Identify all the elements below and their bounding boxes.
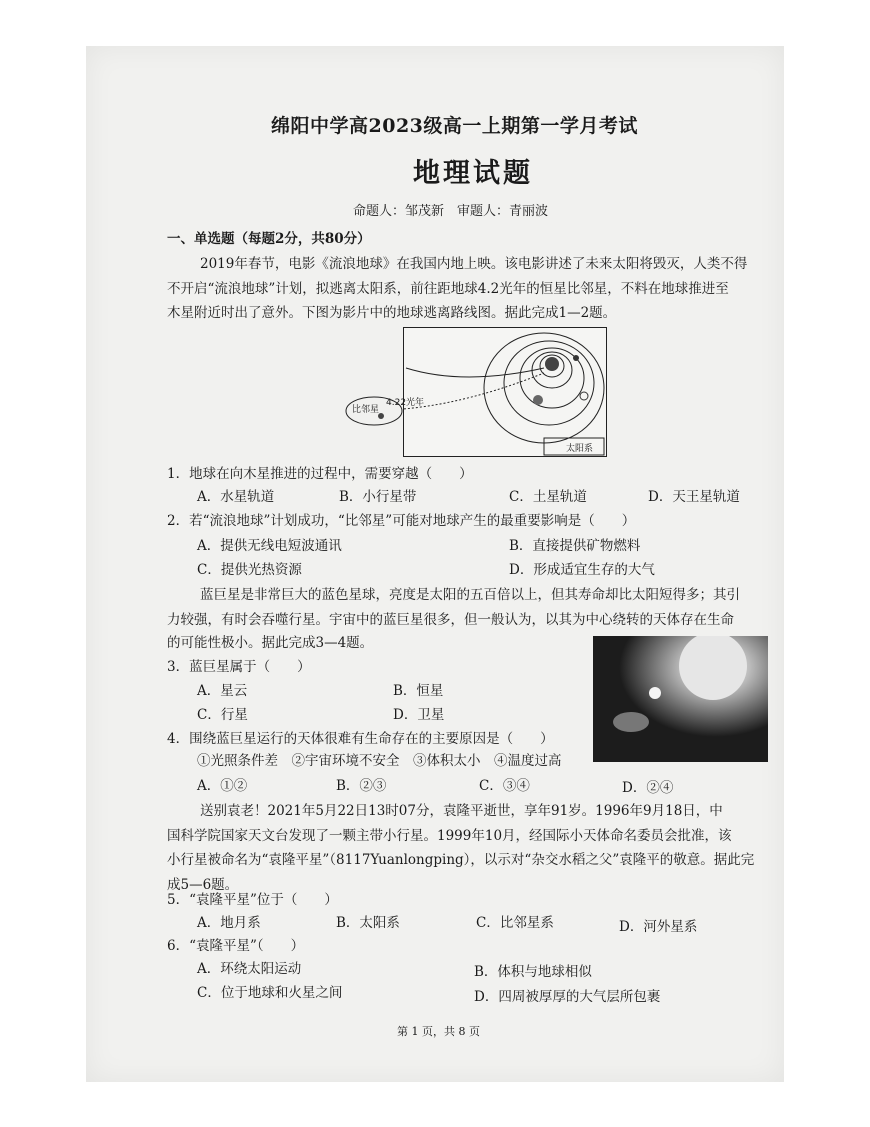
q2-option-d: D．形成适宜生存的大气 — [509, 562, 655, 578]
q6-option-b: B．体积与地球相似 — [474, 964, 592, 980]
passage2-line2: 力较强，有时会吞噬行星。宇宙中的蓝巨星很多，但一般认为，以其为中心绕转的天体存在生命 — [167, 612, 734, 628]
planet-icon — [533, 395, 543, 405]
blue-giant-photo — [593, 636, 768, 762]
q6-stem: 6．“袁隆平星”（ ） — [167, 938, 305, 954]
passage1-line3: 木星附近时出了意外。下图为影片中的地球逃离路线图。据此完成1—2题。 — [167, 305, 617, 321]
q6-option-a: A．环绕太阳运动 — [197, 961, 302, 977]
q3-option-a: A．星云 — [197, 683, 248, 699]
q5-stem: 5．“袁隆平星”位于（ ） — [167, 892, 338, 908]
section-heading: 一、单选题（每题2分，共80分） — [167, 231, 371, 247]
planet-icon — [580, 392, 588, 400]
exam-title: 绵阳中学高2023级高一上期第一学月考试 — [271, 115, 638, 137]
q4-stem: 4．围绕蓝巨星运行的天体很难有生命存在的主要原因是（ ） — [167, 731, 554, 747]
q2-option-b: B．直接提供矿物燃料 — [509, 538, 641, 554]
authors-line: 命题人：邹茂新 审题人：青丽波 — [353, 204, 549, 219]
q6-option-d: D．四周被厚厚的大气层所包裹 — [474, 989, 661, 1005]
q3-stem: 3．蓝巨星属于（ ） — [167, 659, 311, 675]
q5-option-c: C．比邻星系 — [476, 915, 554, 931]
q1-option-c: C．土星轨道 — [509, 489, 587, 505]
q1-option-b: B．小行星带 — [339, 489, 417, 505]
q5-option-b: B．太阳系 — [336, 915, 400, 931]
q1-stem: 1．地球在向木星推进的过程中，需要穿越（ ） — [167, 466, 473, 482]
orbit-diagram-svg — [404, 328, 606, 456]
q3-option-d: D．卫星 — [393, 707, 445, 723]
passage1-line2: 不开启“流浪地球”计划，拟逃离太阳系，前往距地球4.2光年的恒星比邻星，不料在地球推进至 — [167, 281, 729, 297]
passage2-line3: 的可能性极小。据此完成3—4题。 — [167, 635, 374, 651]
q1-option-a: A．水星轨道 — [197, 489, 275, 505]
q3-option-c: C．行星 — [197, 707, 248, 723]
orbiting-planet — [649, 687, 661, 699]
planet-icon — [573, 355, 579, 361]
q4-option-c: C．③④ — [479, 778, 530, 794]
blue-giant-photo-svg — [593, 636, 768, 762]
passage3-line3: 小行星被命名为“袁隆平星”（8117Yuanlongping），以示对“杂交水稻之父”袁隆平的敬意。据此完 — [167, 852, 755, 868]
q5-option-a: A．地月系 — [197, 915, 261, 931]
passage1-line1: 2019年春节，电影《流浪地球》在我国内地上映。该电影讲述了未来太阳将毁灭，人类不得 — [200, 256, 748, 272]
solar-system-label: 太阳系 — [566, 444, 594, 454]
passage2-line1: 蓝巨星是非常巨大的蓝色星球，亮度是太阳的五百倍以上，但其寿命却比太阳短得多；其引 — [200, 587, 740, 603]
q5-option-d: D．河外星系 — [619, 919, 698, 935]
q2-option-c: C．提供光热资源 — [197, 562, 302, 578]
q1-option-d: D．天王星轨道 — [648, 489, 740, 505]
distance-label: 4.22光年 — [386, 398, 425, 408]
passage3-line4: 成5—6题。 — [167, 877, 239, 893]
sun-icon — [545, 357, 559, 371]
q4-statements: ①光照条件差 ②宇宙环境不安全 ③体积太小 ④温度过高 — [197, 753, 562, 769]
passage3-line2: 国科学院国家天文台发现了一颗主带小行星。1999年10月，经国际小天体命名委员会批准，该 — [167, 828, 732, 844]
galaxy-swirl — [613, 712, 649, 732]
subject-title: 地理试题 — [413, 158, 533, 189]
q2-option-a: A．提供无线电短波通讯 — [197, 538, 342, 554]
page-number: 第 1 页，共 8 页 — [397, 1025, 480, 1038]
q3-option-b: B．恒星 — [393, 683, 444, 699]
proxima-label: 比邻星 — [352, 405, 380, 415]
escape-route-diagram — [403, 327, 607, 457]
q2-stem: 2．若“流浪地球”计划成功，“比邻星”可能对地球产生的最重要影响是（ ） — [167, 513, 636, 529]
q6-option-c: C．位于地球和火星之间 — [197, 985, 343, 1001]
escape-path — [406, 368, 544, 377]
q4-option-a: A．①② — [197, 778, 248, 794]
q4-option-d: D．②④ — [622, 780, 674, 796]
passage3-line1: 送别袁老！2021年5月22日13时07分，袁隆平逝世，享年91岁。1996年9月18日，中 — [200, 803, 723, 819]
q4-option-b: B．②③ — [336, 778, 387, 794]
